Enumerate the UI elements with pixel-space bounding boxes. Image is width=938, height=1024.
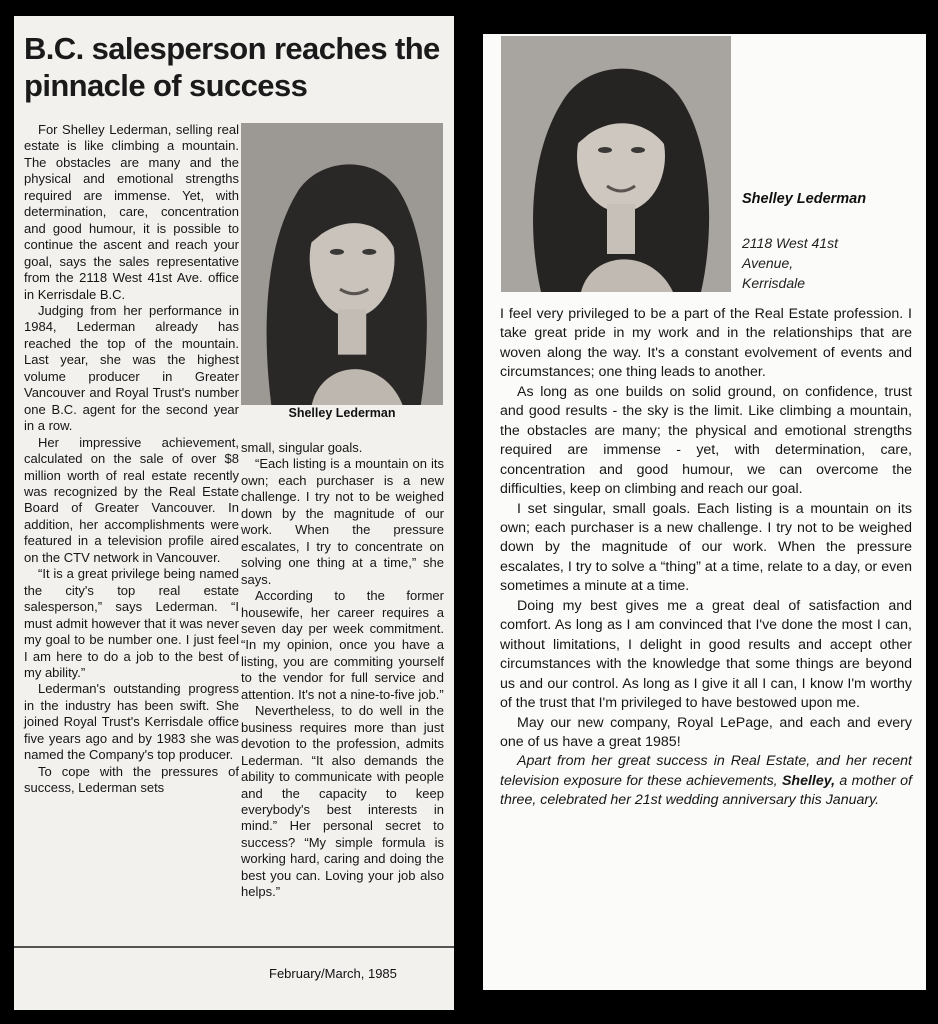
article-paragraph: Judging from her performance in 1984, Lederman already has reached the top of the mountain. Last year, she was the highest volume producer in Greater Vancouver and Royal Trust's number one B.C. agent for the second year in a row. — [24, 302, 239, 434]
article-paragraph: For Shelley Lederman, selling real estate is like climbing a mountain. The obstacles are many and the physical and emotional strengths required are immense. Yet, with determination, care, concentration and good humour, it is possible to continue the ascent and reach your goal, says the sales representative from the 2118 West 41st Ave. office in Kerrisdale B.C. — [24, 122, 239, 302]
closing-text: a mother of three, celebrated her 21st wedding anniversary this January. — [500, 772, 912, 809]
photo-caption-address — [742, 233, 892, 293]
portrait-image — [501, 36, 731, 292]
photo-caption: Shelley Lederman — [288, 406, 396, 420]
body-paragraph: As long as one builds on solid ground, on confidence, trust and good results - the sky is the limit. Like climbing a mountain, the obstacles are many; the physical and emotional strengths required are immense - yet, with determination, care, concentration and good humour, we can overcome the difficulties, keep on climbing and reach our goal. — [500, 383, 912, 498]
article-paragraph: small, singular goals. — [241, 440, 363, 455]
testimonial-body — [500, 305, 912, 811]
article-paragraph: Lederman's outstanding progress in the industry has been swift. She joined Royal Trust's Kerrisdale office five years ago and by 1983 she was named the Company's top producer. — [24, 681, 239, 763]
photo-caption-name: Shelley Lederman — [742, 191, 867, 207]
article-paragraph: Her impressive achievement, calculated on the sale of over $8 million worth of real estate recently was recognized by the Real Estate Board of Greater Vancouver. In addition, her accomplishments were featured in a television profile aired on the CTV network in Vancouver. — [24, 434, 239, 565]
article-paragraph: “It is a great privilege being named the city's top real estate salesperson,” says Lederman. “I must admit however that it was never my goal to be number one. I just feel I am here to do a job to the best of my ability.” — [24, 566, 239, 680]
portrait-image — [241, 123, 443, 405]
portrait-photo — [501, 36, 731, 292]
closing-name: Shelley, — [781, 772, 836, 789]
body-paragraph: May our new company, Royal LePage, and each and every one of us have a great 1985! — [500, 714, 912, 750]
article-paragraph: “Each listing is a mountain on its own; each purchaser is a new challenge. I try not to be weighed down by the magnitude of our work. When the pressure escalates, I try to concentrate on solving one thing at a time,” she says. — [241, 456, 444, 587]
article-paragraph: To cope with the pressures of success, Lederman sets — [24, 763, 239, 796]
headline: B.C. salesperson reaches the pinnacle of success — [24, 31, 440, 103]
address-line: Avenue, — [742, 255, 794, 271]
article-paragraph: According to the former housewife, her career requires a seven day per week commitment. “In my opinion, once you have a listing, you are commiting yourself to the vendor for full service and attention. It's not a nine-to-five job.” — [241, 588, 444, 702]
portrait-photo — [241, 123, 443, 405]
article-paragraph: Nevertheless, to do well in the business requires more than just devotion to the profession, admits Lederman. “It also demands the ability to communicate with people and the capacity to keep everybody's best interests in mind.” Her personal secret to success? “My simple formula is working hard, caring and doing the best you can. Loving your job also helps.” — [241, 703, 444, 900]
body-paragraph: I feel very privileged to be a part of the Real Estate profession. I take great pride in my work and in the relationships that are woven along the way. It's a constant evolvement of events and circumstances; one thing leads to another. — [500, 306, 912, 381]
address-line: 2118 West 41st — [742, 235, 838, 251]
divider-rule — [14, 946, 454, 948]
left-newspaper-clipping — [14, 16, 454, 1010]
article-column-1 — [24, 122, 239, 797]
body-paragraph: Doing my best gives me a great deal of satisfaction and comfort. As long as I am convinced that I've done the most I can, without limitations, I delight in good results and accept other circumstances with the knowledge that some things are beyond us and our control. As long as I give it all I can, I know I'm worthy of the trust that I'm privileged to have bestowed upon me. — [500, 597, 912, 712]
article-column-2 — [241, 440, 444, 901]
address-line: Kerrisdale — [742, 275, 806, 291]
body-paragraph: I set singular, small goals. Each listing is a mountain on its own; each purchaser is a new challenge. I try not to be weighed down by the magnitude of our work. When the pressure escalates, I try to solve a “thing” at a time, relate to a day, or even sometimes a minute at a time. — [500, 500, 912, 595]
right-newsletter-clipping — [483, 34, 926, 990]
dateline: February/March, 1985 — [269, 966, 397, 981]
closing-text: Apart from her great success in Real Estate, and her recent television exposure for these achievements, — [500, 753, 912, 789]
closing-paragraph — [500, 752, 912, 810]
